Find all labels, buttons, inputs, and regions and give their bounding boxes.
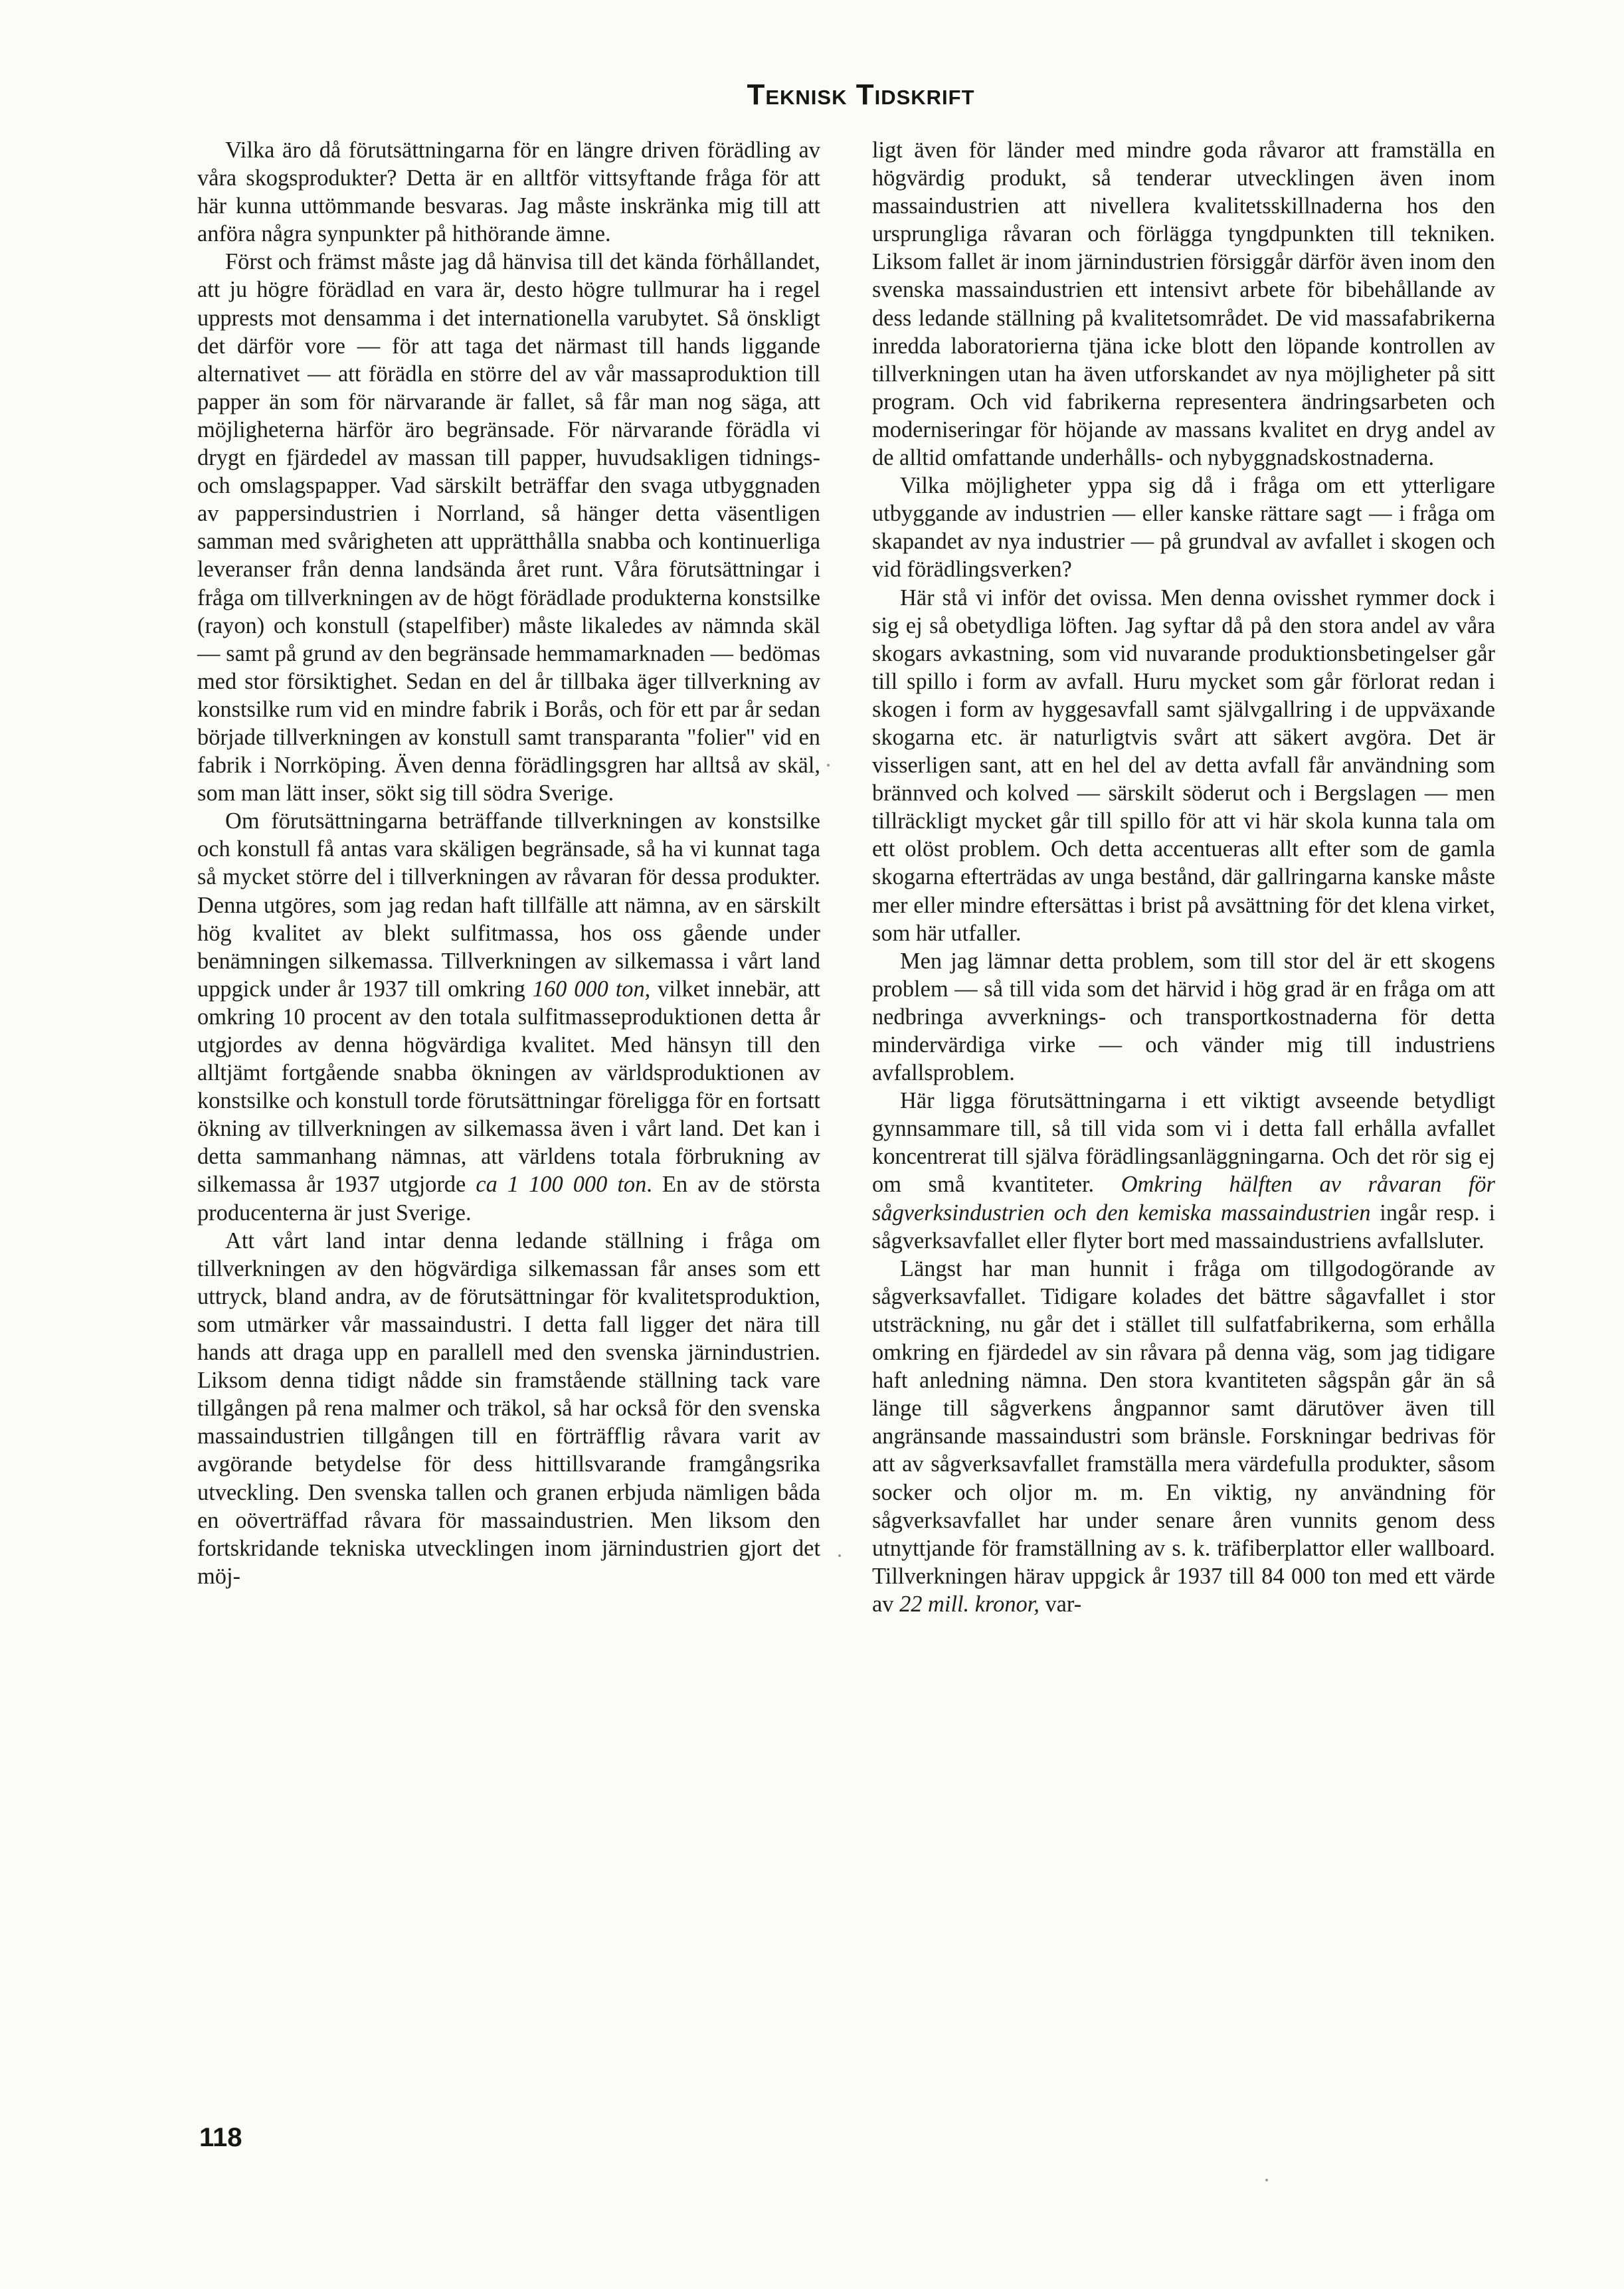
paragraph-text: . En av de största producenterna är just Sverige. bbox=[197, 1172, 821, 1226]
paragraph bbox=[872, 472, 1495, 583]
paragraph-text: , vilket innebär, att omkring 10 procent av den totala sulfitmasseproduktionen detta år utgjordes av denna högvärdiga kvalitet. Med hänsyn till den alltjämt fortgående snabba ökningen av världsproduktionen av konstsilke och konstull torde förutsättningar föreligga för en fortsatt ökning av tillverkningen av silkemassa även i vårt land. Det kan i detta sammanhang nämnas, att världens totala förbrukning av silkemassa år 1937 utgjorde bbox=[197, 976, 820, 1198]
paragraph bbox=[872, 584, 1495, 947]
paragraph-text: ingår resp. i sågverksavfallet eller flyter bort med massaindustriens avfallsluter. bbox=[872, 1200, 1495, 1253]
paragraph bbox=[872, 947, 1495, 1087]
paragraph bbox=[872, 1255, 1495, 1618]
paragraph-text: Men jag lämnar detta problem, som till stor del är ett skogens problem — så till vida som det härvid i hög grad är en fråga om att nedbringa avverknings- och transportkostnaderna för detta mindervärdiga virke — och vänder mig till industriens avfallsproblem. bbox=[872, 948, 1495, 1086]
paragraph bbox=[197, 248, 820, 807]
scan-speck bbox=[827, 764, 830, 767]
paragraph-text: var- bbox=[1039, 1591, 1082, 1617]
paragraph-text: Här stå vi inför det ovissa. Men denna ovisshet rymmer dock i sig ej så obetydliga löften. Jag syftar då på den stora andel av våra skogars avkastning, som vid nuvarande produktionsbetingelser går till spillo i form av avfall. Huru mycket som går förlorat redan i skogen i form av hyggesavfall samt självgallring i de uppväxande skogarna etc. är naturligtvis svårt att säkert avgöra. Det är visserligen sant, att en hel del av detta avfall får användning som brännved och kolved — särskilt söderut och i Bergslagen — men tillräckligt mycket går till spillo för att vi här skola kunna tala om ett olöst problem. Och detta accentueras allt efter som de gamla skogarna efterträdas av unga bestånd, där gallringarna kanske måste mer eller mindre eftersättas i brist på avsättning för det klena virket, som här utfaller. bbox=[872, 585, 1495, 946]
paragraph-text: Att vårt land intar denna ledande ställning i fråga om tillverkningen av den högvärdiga silkemassan får anses som ett uttryck, bland andra, av de förutsättningar för kvalitetsproduktion, som utmärker vår massaindustri. I detta fall ligger det nära till hands att draga upp en parallell med den svenska järnindustrien. Liksom denna tidigt nådde sin framstående ställning tack vare tillgången på rena malmer och träkol, så har också för den svenska massaindustrien tillgången till en förträfflig råvara varit av avgörande betydelse för dess hittillsvarande framgångsrika utveckling. Den svenska tallen och granen erbjuda nämligen båda en oöverträffad råvara för massaindustrien. Men liksom den fortskridande tekniska utvecklingen inom järnindustrien gjort det möj- bbox=[197, 1228, 820, 1589]
emphasized-text: 160 000 ton bbox=[532, 976, 645, 1002]
paragraph-text: ligt även för länder med mindre goda råvaror att framställa en högvärdig produkt, så tenderar utvecklingen även inom massaindustrien att nivellera kvalitetsskillnaderna hos den ursprungliga råvaran och förlägga tyngdpunkten till tekniken. Liksom fallet är inom järnindustrien försiggår därför även inom den svenska massaindustrien ett intensivt arbete för bibehållande av dess ledande ställning på kvalitetsområdet. De vid massafabrikerna inredda laboratorierna tjäna icke blott den löpande kontrollen av tillverkningen utan ha även utforskandet av nya möjligheter på sitt program. Och vid fabrikerna representera ändringsarbeten och moderniseringar för höjande av massans kvalitet en dryg andel av de alltid omfattande underhålls- och nybyggnadskostnaderna. bbox=[872, 137, 1495, 471]
right-column bbox=[872, 136, 1495, 1618]
paragraph bbox=[197, 136, 820, 248]
emphasized-text: Omkring hälften av råvaran för sågverksindustrien och den kemiska massaindustrien bbox=[872, 1172, 1495, 1226]
page-number: 118 bbox=[199, 2123, 242, 2152]
paragraph-text: Först och främst måste jag då hänvisa till det kända förhållandet, att ju högre förädlad en vara är, desto högre tullmurar ha i regel upprests mot densamma i det internationella varubytet. Så önskligt det därför vore — för att taga det närmast till hands liggande alternativet — att förädla en större del av vår massaproduktion till papper än som för närvarande är fallet, så får man nog säga, att möjligheterna härför äro begränsade. För närvarande förädla vi drygt en fjärdedel av massan till papper, huvudsakligen tidnings- och omslagspapper. Vad särskilt beträffar den svaga utbyggnaden av pappersindustrien i Norrland, så hänger detta väsentligen samman med svårigheten att upprätthålla snabba och kontinuerliga leveranser från denna landsända året runt. Våra förutsättningar i fråga om tillverkningen av de högt förädlade produkterna konstsilke (rayon) och konstull (stapelfiber) måste likaledes av nämnda skäl — samt på grund av den begränsade hemmamarknaden — bedömas med stor försiktighet. Sedan en del år tillbaka äger tillverkning av konstsilke rum vid en mindre fabrik i Borås, och för ett par år sedan började tillverkningen av konstull samt transparanta "folier" vid en fabrik i Norrköping. Även denna förädlingsgren har alltså av skäl, som man lätt inser, sökt sig till södra Sverige. bbox=[197, 249, 820, 806]
paragraph bbox=[197, 1227, 820, 1590]
paragraph bbox=[197, 807, 820, 1226]
journal-title: Teknisk Tidskrift bbox=[747, 78, 975, 111]
emphasized-text: 22 mill. kronor, bbox=[899, 1591, 1039, 1617]
paragraph-text: Här ligga förutsättningarna i ett viktigt avseende betydligt gynnsammare till, så till vida som vi i detta fall erhålla avfallet koncentrerat till själva förädlingsanläggningarna. Och det rör sig ej om små kvantiteter. bbox=[872, 1088, 1495, 1198]
paragraph-text: Längst har man hunnit i fråga om tillgodogörande av sågverksavfallet. Tidigare kolades det bättre sågavfallet i stor utsträckning, nu går det i stället till sulfatfabrikerna, som erhålla omkring en fjärdedel av sin råvara på denna väg, som jag tidigare haft anledning nämna. Den stora kvantiteten sågspån går än så länge till sågverkens ångpannor samt därutöver även till angränsande massaindustri som bränsle. Forskningar bedrivas för att av sågverksavfallet framställa mera värdefulla produkter, såsom socker och oljor m. m. En viktig, ny användning för sågverksavfallet har under senare åren vunnits genom dess utnyttjande för framställning av s. k. träfiberplattor eller wallboard. Tillverkningen härav uppgick år 1937 till 84 000 ton med ett värde av bbox=[872, 1255, 1495, 1617]
emphasized-text: ca 1 100 000 ton bbox=[476, 1172, 647, 1198]
paragraph-text: Om förutsättningarna beträffande tillverkningen av konstsilke och konstull få antas vara skäligen begränsade, så ha vi kunnat taga så mycket större del i tillverkningen av råvaran för dessa produkter. Denna utgöres, som jag redan haft tillfälle att nämna, av en särskilt hög kvalitet av blekt sulfitmassa, hos oss gående under benämningen silkemassa. Tillverkningen av silkemassa i vårt land uppgick under år 1937 till omkring bbox=[197, 808, 820, 1002]
scan-speck bbox=[838, 1554, 841, 1557]
paragraph-text: Vilka äro då förutsättningarna för en längre driven förädling av våra skogsprodukter? Detta är en alltför vittsyftande fråga för att här kunna uttömmande besvaras. Jag måste inskränka mig till att anföra några synpunkter på hithörande ämne. bbox=[197, 137, 820, 247]
paragraph bbox=[872, 136, 1495, 472]
left-column bbox=[197, 136, 820, 1590]
scan-speck bbox=[1265, 2179, 1268, 2181]
paragraph-text: Vilka möjligheter yppa sig då i fråga om ett ytterligare utbyggande av industrien — eller kanske rättare sagt — i fråga om skapandet av nya industrier — på grundval av avfallet i skogen och vid förädlingsverken? bbox=[872, 473, 1495, 583]
paragraph bbox=[872, 1087, 1495, 1255]
